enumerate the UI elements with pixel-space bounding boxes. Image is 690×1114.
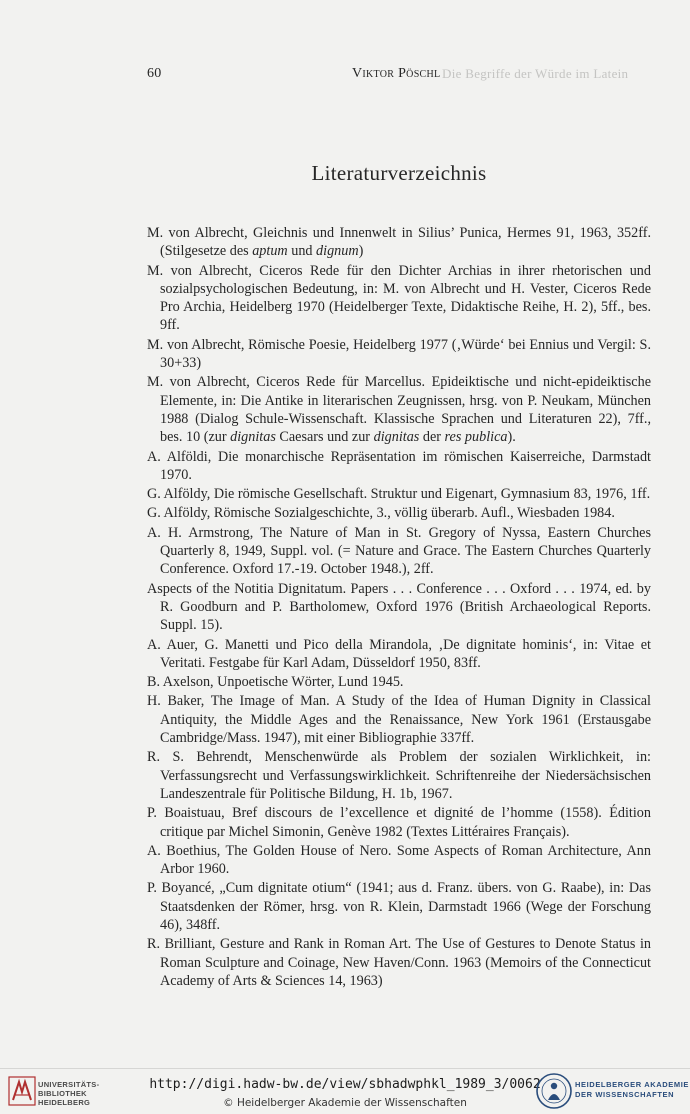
hadw-logo-text: HEIDELBERGER AKADEMIE DER WISSENSCHAFTEN — [575, 1080, 689, 1099]
running-header — [147, 66, 657, 86]
bibliography-entry: M. von Albrecht, Gleichnis und Innenwelt in Silius’ Punica, Hermes 91, 1963, 352ff. (Stilgesetze des aptum und dignum) — [147, 225, 651, 260]
copyright-notice: © Heidelberger Akademie der Wissenschaften — [223, 1097, 467, 1109]
bibliography-entry: G. Alföldy, Die römische Gesellschaft. Struktur und Eigenart, Gymnasium 83, 1976, 1ff. — [147, 486, 651, 503]
chapter-title: Literaturverzeichnis — [311, 161, 487, 185]
bibliography-entry: A. Auer, G. Manetti und Pico della Mirandola, ‚De dignitate hominis‘, in: Vitae et Veritati. Festgabe für Karl Adam, Düsseldorf 1950, 83ff. — [147, 636, 651, 671]
ub-heidelberg-logo-text: UNIVERSITÄTS- BIBLIOTHEK HEIDELBERG — [38, 1080, 100, 1107]
bibliography-entry: M. von Albrecht, Ciceros Rede für den Dichter Archias in ihrer rhetorischen und sozialpsychologischen Bedeutung, in: M. von Albrecht und H. Vester, Ciceros Rede Pro Archia, Heidelberg 1970 (Heidelberger Texte, Didaktische Reihe, H. 2), 5ff., bes. 9ff. — [147, 262, 651, 334]
bleed-through-text: Die Begriffe der Würde im Latein — [442, 66, 629, 81]
footer — [0, 1068, 690, 1114]
bibliography-entry: H. Baker, The Image of Man. A Study of the Idea of Human Dignity in Classical Antiquity, the Middle Ages and the Renaissance, New York 1961 (Erstausgabe Cambridge/Mass. 1947), mit einer Bibliographie 337ff. — [147, 693, 651, 747]
bibliography-entry: R. Brilliant, Gesture and Rank in Roman Art. The Use of Gestures to Denote Status in Roman Sculpture and Coinage, New Haven/Conn. 1963 (Memoirs of the Connecticut Academy of Arts & Sciences 14, 1963) — [147, 936, 651, 989]
italic-term: dignitas — [230, 429, 276, 446]
italic-term: dignum — [316, 243, 359, 260]
page-number: 60 — [147, 66, 162, 81]
bibliography-entry: A. Alföldi, Die monarchische Repräsentation im römischen Kaiserreiche, Darmstadt 1970. — [147, 448, 651, 483]
bibliography-entry: A. Boethius, The Golden House of Nero. Some Aspects of Roman Architecture, Ann Arbor 1960. — [147, 842, 651, 878]
bibliography-entry: P. Boaistuau, Bref discours de l’excellence et dignité de l’homme (1558). Édition critique par Michel Simonin, Genève 1982 (Textes Littéraires Français). — [147, 805, 651, 840]
italic-term: dignitas — [373, 429, 420, 446]
bibliography-entry: Aspects of the Notitia Dignitatum. Papers . . . Conference . . . Oxford . . . 1974, ed. by R. Goodburn and P. Bartholomew, Oxford 1976 (British Archaeological Reports. Suppl. 15). — [147, 580, 651, 634]
running-head-author: Viktor Pöschl — [352, 66, 441, 81]
bibliography-entry: R. S. Behrendt, Menschenwürde als Problem der sozialen Wirklichkeit, in: Verfassungsrecht und Verfassungswirklichkeit. Schriftenreihe der Niedersächsischen Landeszentrale für Politische Bildung, H. 1b, 1967. — [147, 749, 651, 802]
bibliography-entry: M. von Albrecht, Römische Poesie, Heidelberg 1977 (‚Würde‘ bei Ennius und Vergil: S. 30+33) — [147, 336, 651, 372]
hadw-seal-icon — [535, 1071, 573, 1111]
italic-term: aptum — [252, 243, 288, 260]
bibliography-entry: B. Axelson, Unpoetische Wörter, Lund 1945. — [147, 674, 404, 691]
document-url[interactable]: http://digi.hadw-bw.de/view/sbhadwphkl_1989_3/0062 — [149, 1077, 541, 1092]
bibliography-list — [147, 224, 651, 991]
bibliography-entry: M. von Albrecht, Ciceros Rede für Marcellus. Epideiktische und nicht-epideiktische Elemente, in: Die Antike in literarischen Zeugnissen, hrsg. von P. Neukam, München 1988 (Dialog Schule-Wissenschaft. Klassische Sprachen und Literaturen 22), 7ff., bes. 10 (zur dignitas Caesars und zur dignitas der res publica). — [147, 374, 651, 446]
bibliography-entry: P. Boyancé, „Cum dignitate otium“ (1941; aus d. Franz. übers. von G. Raabe), in: Das Staatsdenken der Römer, hrsg. von R. Klein, Darmstadt 1966 (Wege der Forschung 46), 348ff. — [147, 880, 651, 933]
bibliography-entry: G. Alföldy, Römische Sozialgeschichte, 3., völlig überarb. Aufl., Wiesbaden 1984. — [147, 505, 615, 522]
bibliography-entry: A. H. Armstrong, The Nature of Man in St. Gregory of Nyssa, Eastern Churches Quarterly 8, 1949, Suppl. vol. (= Nature and Grace. The Eastern Churches Quarterly Conference. Oxford 17.-19. October 1948.), 2ff. — [147, 524, 651, 578]
italic-term: res publica — [444, 429, 508, 446]
